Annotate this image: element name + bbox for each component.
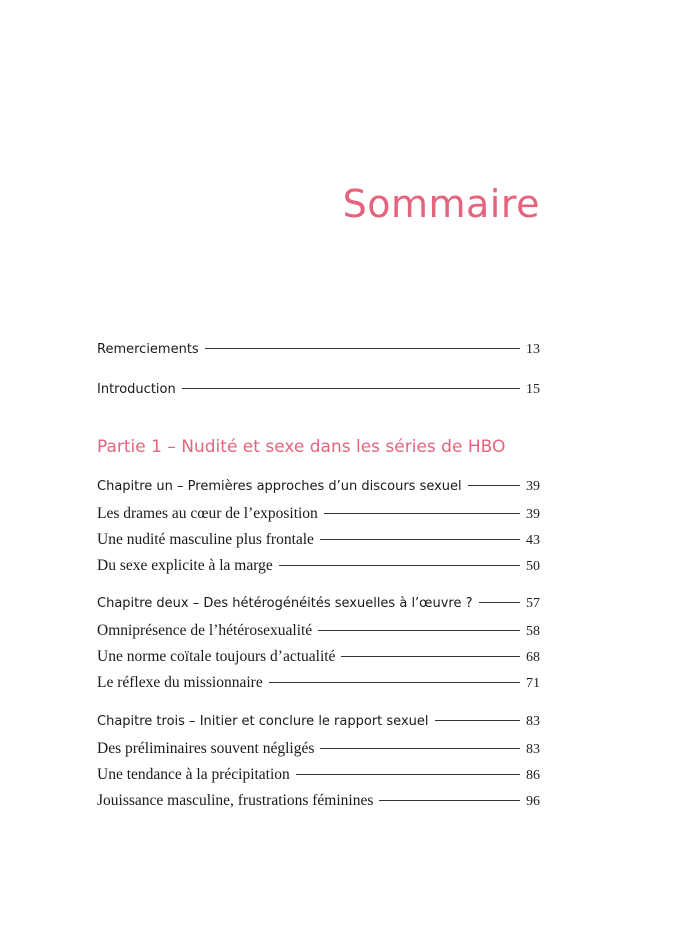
- toc-section-label: Du sexe explicite à la marge: [97, 557, 273, 574]
- toc-page-number: 96: [526, 794, 540, 809]
- toc-section-label: Le réflexe du missionnaire: [97, 674, 263, 691]
- toc-page-number: 68: [526, 650, 540, 665]
- toc-section: [97, 557, 540, 579]
- toc-section-label: Les drames au cœur de l’exposition: [97, 505, 318, 522]
- toc-chapter-3: [97, 714, 540, 736]
- toc-chapter-2: [97, 596, 540, 618]
- toc-section: [97, 792, 540, 814]
- toc-chapter-label: Chapitre un – Premières approches d’un discours sexuel: [97, 479, 462, 494]
- toc-page-number: 13: [526, 342, 540, 357]
- toc-entry-introduction: [97, 382, 540, 404]
- toc-page-number: 71: [526, 676, 540, 691]
- toc-chapter-label: Chapitre trois – Initier et conclure le rapport sexuel: [97, 714, 429, 729]
- toc-page-number: 57: [526, 596, 540, 611]
- toc-page-number: 39: [526, 507, 540, 522]
- toc-section-label: Une nudité masculine plus frontale: [97, 531, 314, 548]
- toc-page-number: 83: [526, 742, 540, 757]
- part-heading: Partie 1 – Nudité et sexe dans les séries de HBO: [97, 437, 506, 457]
- toc-leader-line: [479, 602, 520, 603]
- toc-chapter-1: [97, 479, 540, 501]
- toc-section: [97, 622, 540, 644]
- toc-page-number: 86: [526, 768, 540, 783]
- toc-section-label: Des préliminaires souvent négligés: [97, 740, 315, 757]
- page-title: Sommaire: [342, 182, 540, 226]
- toc-leader-line: [320, 539, 520, 540]
- toc-leader-line: [341, 656, 520, 657]
- toc-leader-line: [269, 682, 520, 683]
- toc-section: [97, 505, 540, 527]
- toc-page-number: 39: [526, 479, 540, 494]
- toc-section-label: Jouissance masculine, frustrations féminines: [97, 792, 374, 809]
- toc-page-number: 50: [526, 559, 540, 574]
- toc-leader-line: [320, 748, 520, 749]
- toc-leader-line: [296, 774, 520, 775]
- toc-page-number: 15: [526, 382, 540, 397]
- toc-leader-line: [205, 348, 520, 349]
- toc-page-number: 58: [526, 624, 540, 639]
- toc-entry-remerciements: [97, 342, 540, 364]
- toc-leader-line: [468, 485, 520, 486]
- toc-section-label: Omniprésence de l’hétérosexualité: [97, 622, 313, 639]
- toc-leader-line: [435, 720, 521, 721]
- toc-section: [97, 531, 540, 553]
- toc-section: [97, 766, 540, 788]
- toc-page-number: 83: [526, 714, 540, 729]
- toc-chapter-label: Chapitre deux – Des hétérogénéités sexuelles à l’œuvre ?: [97, 596, 473, 611]
- toc-section: [97, 740, 540, 762]
- toc-section: [97, 674, 540, 696]
- toc-page-number: 43: [526, 533, 540, 548]
- toc-section-label: Une tendance à la précipitation: [97, 766, 290, 783]
- toc-leader-line: [379, 800, 520, 801]
- toc-section: [97, 648, 540, 670]
- toc-leader-line: [318, 630, 520, 631]
- toc-leader-line: [182, 388, 520, 389]
- toc-entry-label: Remerciements: [97, 342, 199, 357]
- toc-leader-line: [279, 565, 520, 566]
- toc-section-label: Une norme coïtale toujours d’actualité: [97, 648, 336, 665]
- toc-leader-line: [324, 513, 520, 514]
- toc-entry-label: Introduction: [97, 382, 176, 397]
